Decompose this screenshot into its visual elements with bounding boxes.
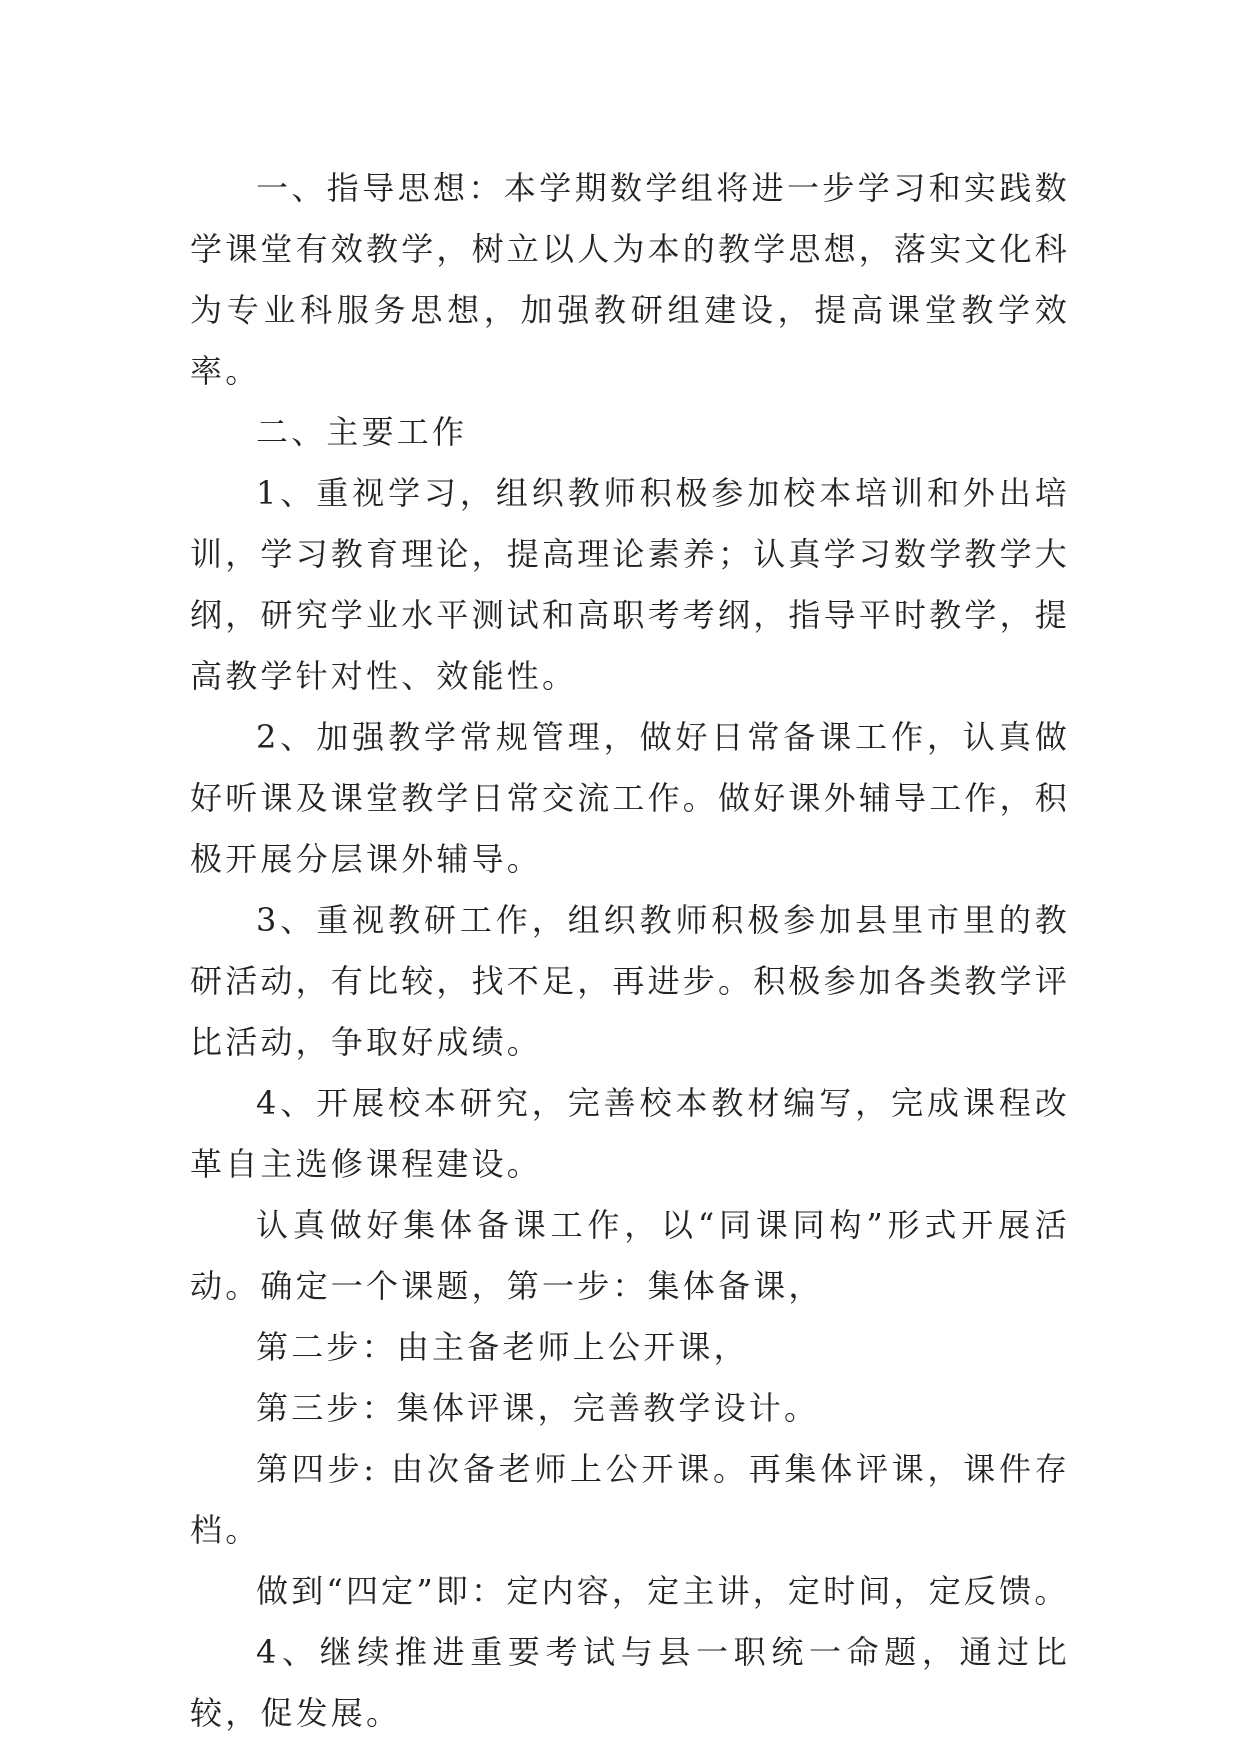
document-body <box>190 158 1070 1744</box>
paragraph-step-4: 第四步: 由次备老师上公开课。再集体评课，课件存档。 <box>190 1450 1070 1549</box>
paragraph-step-3: 第三步：集体评课，完善教学设计。 <box>256 1389 820 1427</box>
paragraph-item-4-continue: 4、继续推进重要考试与县一职统一命题，通过比较，促发展。 <box>190 1633 1070 1732</box>
paragraph-main-work-heading: 二、主要工作 <box>256 413 468 451</box>
paragraph-item-1: 1、重视学习，组织教师积极参加校本培训和外出培训，学习教育理论，提高理论素养；认真学习数学教学大纲，研究学业水平测试和高职考考纲，指导平时教学，提高教学针对性、效能性。 <box>190 474 1071 695</box>
paragraph-four-fixed: 做到“四定”即：定内容，定主讲，定时间，定反馈。 <box>256 1572 1070 1610</box>
paragraph-step-2: 第二步：由主备老师上公开课， <box>256 1328 749 1366</box>
paragraph-item-2: 2、加强教学常规管理，做好日常备课工作，认真做好听课及课堂教学日常交流工作。做好课外辅导工作，积极开展分层课外辅导。 <box>190 718 1071 878</box>
paragraph-guiding-thought: 一、指导思想：本学期数学组将进一步学习和实践数学课堂有效教学，树立以人为本的教学思想，落实文化科为专业科服务思想，加强教研组建设，提高课堂教学效率。 <box>190 169 1071 390</box>
paragraph-item-4: 4、开展校本研究，完善校本教材编写，完成课程改革自主选修课程建设。 <box>190 1084 1070 1183</box>
paragraph-item-3: 3、重视教研工作，组织教师积极参加县里市里的教研活动，有比较，找不足，再进步。积极参加各类教学评比活动，争取好成绩。 <box>190 901 1071 1061</box>
paragraph-collective-lesson: 认真做好集体备课工作，以“同课同构”形式开展活动。确定一个课题，第一步：集体备课， <box>190 1206 1070 1305</box>
